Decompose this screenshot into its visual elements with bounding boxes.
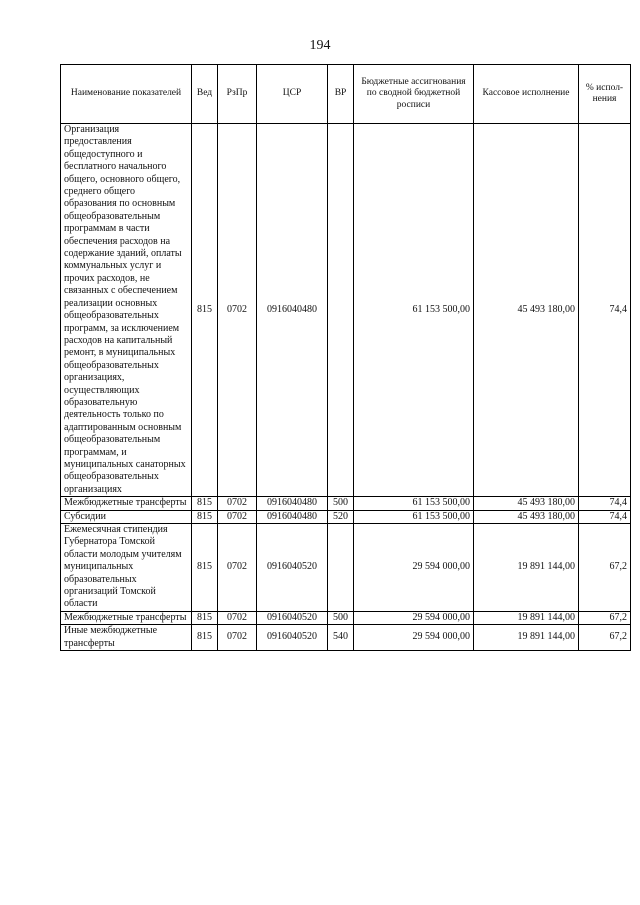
cell-rzpr: 0702 [218, 124, 257, 497]
header-pct: % испол-нения [579, 65, 631, 124]
cell-cash: 19 891 144,00 [474, 611, 579, 624]
cell-rzpr: 0702 [218, 510, 257, 523]
table-row [61, 611, 631, 624]
cell-cash: 45 493 180,00 [474, 124, 579, 497]
cell-assign: 29 594 000,00 [354, 625, 474, 651]
cell-name: Субсидии [61, 510, 192, 523]
cell-pct: 67,2 [579, 524, 631, 612]
cell-assign: 29 594 000,00 [354, 524, 474, 612]
cell-pct: 74,4 [579, 497, 631, 510]
cell-rzpr: 0702 [218, 625, 257, 651]
cell-assign: 61 153 500,00 [354, 510, 474, 523]
header-ved: Вед [192, 65, 218, 124]
cell-pct: 67,2 [579, 611, 631, 624]
header-csr: ЦСР [257, 65, 328, 124]
cell-csr: 0916040480 [257, 124, 328, 497]
cell-ved: 815 [192, 524, 218, 612]
cell-rzpr: 0702 [218, 524, 257, 612]
cell-assign: 61 153 500,00 [354, 497, 474, 510]
cell-vr: 500 [328, 611, 354, 624]
cell-name: Ежемесячная стипендия Губернатора Томской области молодым учителям муниципальных образовательных организаций Томской области [61, 524, 192, 612]
cell-cash: 45 493 180,00 [474, 510, 579, 523]
table-row [61, 497, 631, 510]
cell-csr: 0916040480 [257, 497, 328, 510]
header-assign: Бюджетные ассигнования по сводной бюджетной росписи [354, 65, 474, 124]
cell-pct: 67,2 [579, 625, 631, 651]
cell-cash: 19 891 144,00 [474, 524, 579, 612]
cell-name: Межбюджетные трансферты [61, 611, 192, 624]
cell-rzpr: 0702 [218, 497, 257, 510]
cell-name: Межбюджетные трансферты [61, 497, 192, 510]
cell-name: Организация предоставления общедоступного и бесплатного начального общего, основного общего, среднего общего образования по основным общеобразовательным программам в части обеспечения расходов на содержание зданий, оплаты коммунальных услуг и прочих расходов, не связанных с обеспечением реализации основных общеобразовательных программ, за исключением расходов на капитальный ремонт, в муниципальных общеобразовательных организациях, осуществляющих образовательную деятельность только по адаптированным основным общеобразовательным программам, и муниципальных санаторных общеобразовательных организациях [61, 124, 192, 497]
cell-csr: 0916040520 [257, 611, 328, 624]
budget-table [60, 64, 631, 651]
header-name: Наименование показателей [61, 65, 192, 124]
header-rzpr: РзПр [218, 65, 257, 124]
table-header-row [61, 65, 631, 124]
header-cash: Кассовое исполнение [474, 65, 579, 124]
cell-ved: 815 [192, 497, 218, 510]
cell-vr [328, 124, 354, 497]
cell-csr: 0916040480 [257, 510, 328, 523]
cell-vr: 540 [328, 625, 354, 651]
cell-pct: 74,4 [579, 510, 631, 523]
header-vr: ВР [328, 65, 354, 124]
cell-rzpr: 0702 [218, 611, 257, 624]
cell-cash: 19 891 144,00 [474, 625, 579, 651]
cell-vr: 520 [328, 510, 354, 523]
cell-ved: 815 [192, 625, 218, 651]
table-row [61, 124, 631, 497]
cell-ved: 815 [192, 510, 218, 523]
table-row [61, 625, 631, 651]
page-number: 194 [309, 38, 331, 53]
cell-vr: 500 [328, 497, 354, 510]
cell-name: Иные межбюджетные трансферты [61, 625, 192, 651]
cell-ved: 815 [192, 611, 218, 624]
cell-csr: 0916040520 [257, 524, 328, 612]
cell-pct: 74,4 [579, 124, 631, 497]
table-row [61, 524, 631, 612]
table-row [61, 510, 631, 523]
cell-assign: 29 594 000,00 [354, 611, 474, 624]
cell-ved: 815 [192, 124, 218, 497]
cell-csr: 0916040520 [257, 625, 328, 651]
cell-vr [328, 524, 354, 612]
cell-cash: 45 493 180,00 [474, 497, 579, 510]
cell-assign: 61 153 500,00 [354, 124, 474, 497]
